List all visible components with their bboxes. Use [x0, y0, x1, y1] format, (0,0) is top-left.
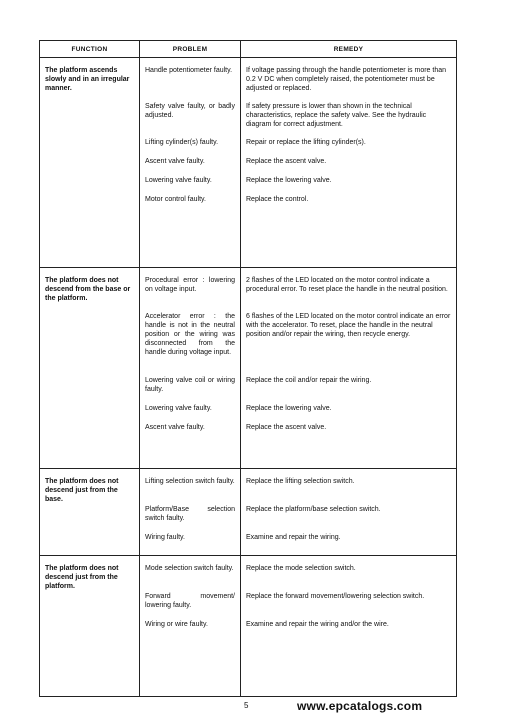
column-header-function: FUNCTION	[40, 41, 140, 58]
problem-text: Accelerator error : the handle is not in the neutral position or the wiring was disconnected from the handle during voltage input.	[145, 313, 235, 356]
problem-text: Platform/Base selection switch faulty.	[145, 506, 235, 522]
problem-text: Wiring or wire faulty.	[145, 621, 208, 628]
remedy-text: 6 flashes of the LED located on the motor control indicate an error with the accelerator. To reset, place the handle in the neutral position and/or repair the wiring, then recycle energy.	[246, 313, 451, 338]
function-cell	[40, 556, 140, 697]
remedy-text: Replace the ascent valve.	[246, 424, 327, 431]
table-header-row	[40, 41, 457, 58]
problem-text: Motor control faulty.	[145, 196, 206, 203]
remedy-cell	[241, 58, 457, 268]
problem-text: Ascent valve faulty.	[145, 424, 205, 431]
remedy-text: Replace the platform/base selection switch.	[246, 506, 381, 513]
function-cell	[40, 268, 140, 469]
function-text: The platform does not descend just from the platform.	[45, 565, 119, 590]
table-row	[40, 268, 457, 469]
remedy-text: Replace the lowering valve.	[246, 405, 332, 412]
remedy-text: Replace the lowering valve.	[246, 177, 332, 184]
page-footer	[0, 700, 511, 716]
problem-text: Handle potentiometer faulty.	[145, 67, 233, 74]
table-row	[40, 58, 457, 268]
remedy-text: If safety pressure is lower than shown in the technical characteristics, replace the safety valve. See the hydraulic diagram for correct adjustment.	[246, 103, 427, 128]
function-text: The platform does not descend from the base or the platform.	[45, 277, 131, 302]
remedy-text: Replace the control.	[246, 196, 309, 203]
problem-text: Lowering valve faulty.	[145, 177, 212, 184]
remedy-text: Examine and repair the wiring and/or the wire.	[246, 621, 389, 628]
problem-text: Lowering valve faulty.	[145, 405, 212, 412]
problem-cell	[140, 469, 241, 556]
remedy-cell	[241, 469, 457, 556]
function-text: The platform does not descend just from the base.	[45, 478, 119, 503]
watermark-url: www.epcatalogs.com	[297, 699, 423, 713]
problem-text: Ascent valve faulty.	[145, 158, 205, 165]
problem-text: Lifting selection switch faulty.	[145, 478, 235, 485]
problem-cell	[140, 58, 241, 268]
remedy-text: Examine and repair the wiring.	[246, 534, 341, 541]
column-header-remedy: REMEDY	[241, 41, 457, 58]
problem-text: Wiring faulty.	[145, 534, 185, 541]
remedy-text: Replace the ascent valve.	[246, 158, 327, 165]
remedy-text: Replace the lifting selection switch.	[246, 478, 355, 485]
problem-text: Lifting cylinder(s) faulty.	[145, 139, 219, 146]
function-text: The platform ascends slowly and in an irregular manner.	[45, 67, 130, 92]
problem-cell	[140, 556, 241, 697]
problem-cell	[140, 268, 241, 469]
remedy-cell	[241, 556, 457, 697]
table-row	[40, 556, 457, 697]
troubleshooting-table	[39, 40, 457, 697]
column-header-problem: PROBLEM	[140, 41, 241, 58]
function-cell	[40, 58, 140, 268]
problem-text: Lowering valve coil or wiring faulty.	[145, 377, 235, 393]
remedy-text: Replace the mode selection switch.	[246, 565, 356, 572]
problem-text: Safety valve faulty, or badly adjusted.	[145, 103, 235, 119]
remedy-text: Replace the coil and/or repair the wiring.	[246, 377, 372, 384]
function-cell	[40, 469, 140, 556]
remedy-text: 2 flashes of the LED located on the motor control indicate a procedural error. To reset place the handle in the neutral position.	[246, 277, 448, 293]
problem-text: Mode selection switch faulty.	[145, 565, 234, 572]
remedy-text: Replace the forward movement/lowering selection switch.	[246, 593, 425, 600]
remedy-cell	[241, 268, 457, 469]
page-number: 5	[244, 701, 249, 710]
problem-text: Procedural error : lowering on voltage input.	[145, 277, 235, 293]
remedy-text: Repair or replace the lifting cylinder(s).	[246, 139, 366, 146]
remedy-text: If voltage passing through the handle potentiometer is more than 0.2 V DC when completely raised, the potentiometer must be adjusted or replaced.	[246, 67, 447, 92]
problem-text: Forward movement/ lowering faulty.	[145, 593, 235, 609]
table-row	[40, 469, 457, 556]
